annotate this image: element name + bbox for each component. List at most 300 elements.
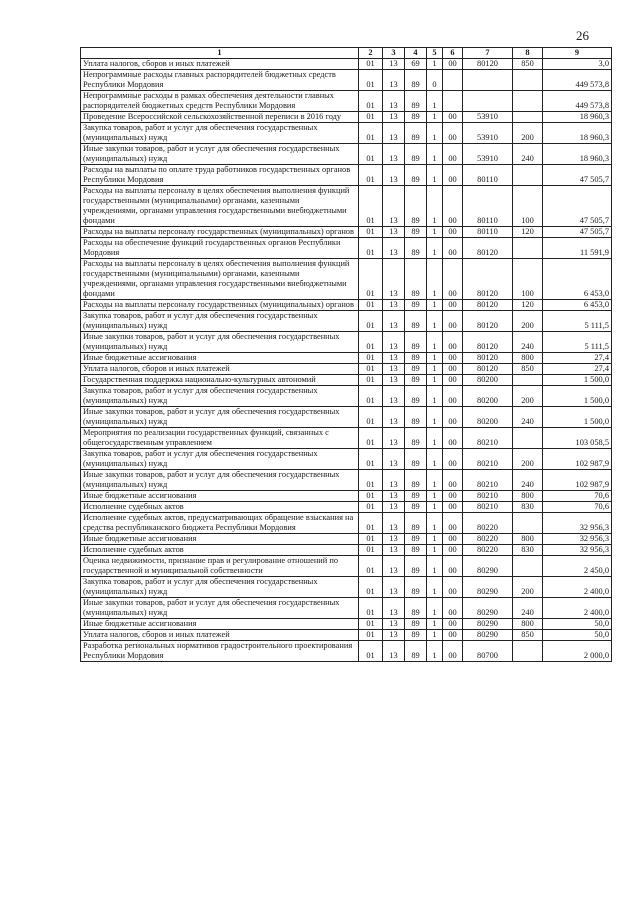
subprogram-code-cell: 1 [427, 259, 443, 300]
program-code-cell: 89 [405, 227, 427, 238]
program-code-cell: 89 [405, 186, 427, 227]
amount-cell: 103 058,5 [543, 428, 612, 449]
section-code-cell: 01 [359, 332, 383, 353]
subprogram-code-cell: 1 [427, 112, 443, 123]
target-article-code-cell: 80120 [463, 238, 513, 259]
expense-type-code-cell: 240 [513, 407, 543, 428]
expense-type-code-cell [513, 428, 543, 449]
subsection-code-cell: 13 [383, 534, 405, 545]
header-cell: 9 [543, 48, 612, 59]
expense-name-cell: Расходы на выплаты персоналу в целях обеспечения выполнения функций государственными (муниципальными) органами, казенными учреждениями, органами управления государственными внебюджетными фондами [81, 259, 359, 300]
event-code-cell: 00 [443, 364, 463, 375]
subsection-code-cell: 13 [383, 491, 405, 502]
table-row [81, 641, 612, 662]
target-article-code-cell: 80220 [463, 545, 513, 556]
subsection-code-cell: 13 [383, 545, 405, 556]
program-code-cell: 89 [405, 545, 427, 556]
amount-cell: 5 111,5 [543, 332, 612, 353]
event-code-cell: 00 [443, 186, 463, 227]
section-code-cell: 01 [359, 577, 383, 598]
target-article-code-cell: 80290 [463, 619, 513, 630]
target-article-code-cell: 53910 [463, 144, 513, 165]
program-code-cell: 89 [405, 238, 427, 259]
amount-cell: 18 960,3 [543, 123, 612, 144]
expense-name-cell: Иные бюджетные ассигнования [81, 491, 359, 502]
expense-type-code-cell: 240 [513, 470, 543, 491]
expense-name-cell: Закупка товаров, работ и услуг для обеспечения государственных (муниципальных) нужд [81, 386, 359, 407]
subprogram-code-cell: 1 [427, 375, 443, 386]
table-row [81, 619, 612, 630]
program-code-cell: 89 [405, 70, 427, 91]
amount-cell: 27,4 [543, 364, 612, 375]
target-article-code-cell: 80220 [463, 534, 513, 545]
expense-type-code-cell: 800 [513, 534, 543, 545]
program-code-cell: 89 [405, 144, 427, 165]
section-code-cell: 01 [359, 165, 383, 186]
event-code-cell: 00 [443, 545, 463, 556]
expense-type-code-cell: 240 [513, 144, 543, 165]
section-code-cell: 01 [359, 353, 383, 364]
expense-type-code-cell: 850 [513, 364, 543, 375]
target-article-code-cell: 80290 [463, 556, 513, 577]
subsection-code-cell: 13 [383, 91, 405, 112]
expense-type-code-cell: 800 [513, 491, 543, 502]
target-article-code-cell: 80200 [463, 386, 513, 407]
section-code-cell: 01 [359, 112, 383, 123]
expense-type-code-cell [513, 112, 543, 123]
section-code-cell: 01 [359, 186, 383, 227]
event-code-cell: 00 [443, 332, 463, 353]
subsection-code-cell: 13 [383, 502, 405, 513]
header-cell: 6 [443, 48, 463, 59]
target-article-code-cell: 80290 [463, 577, 513, 598]
program-code-cell: 89 [405, 428, 427, 449]
subprogram-code-cell: 1 [427, 300, 443, 311]
amount-cell: 6 453,0 [543, 300, 612, 311]
amount-cell: 1 500,0 [543, 375, 612, 386]
expense-type-code-cell [513, 375, 543, 386]
program-code-cell: 89 [405, 449, 427, 470]
target-article-code-cell: 80200 [463, 375, 513, 386]
expense-type-code-cell: 200 [513, 311, 543, 332]
subsection-code-cell: 13 [383, 577, 405, 598]
expense-name-cell: Иные закупки товаров, работ и услуг для обеспечения государственных (муниципальных) нужд [81, 407, 359, 428]
header-cell: 3 [383, 48, 405, 59]
table-row [81, 364, 612, 375]
event-code-cell: 00 [443, 311, 463, 332]
subsection-code-cell: 13 [383, 144, 405, 165]
amount-cell: 47 505,7 [543, 227, 612, 238]
section-code-cell: 01 [359, 598, 383, 619]
event-code-cell: 00 [443, 386, 463, 407]
event-code-cell: 00 [443, 513, 463, 534]
expense-type-code-cell: 200 [513, 123, 543, 144]
target-article-code-cell: 80290 [463, 598, 513, 619]
target-article-code-cell: 80120 [463, 332, 513, 353]
program-code-cell: 89 [405, 375, 427, 386]
header-cell: 8 [513, 48, 543, 59]
amount-cell: 18 960,3 [543, 144, 612, 165]
subsection-code-cell: 13 [383, 259, 405, 300]
expense-type-code-cell: 200 [513, 449, 543, 470]
expense-type-code-cell [513, 70, 543, 91]
table-row [81, 556, 612, 577]
program-code-cell: 69 [405, 59, 427, 70]
subsection-code-cell: 13 [383, 407, 405, 428]
expense-name-cell: Иные закупки товаров, работ и услуг для обеспечения государственных (муниципальных) нужд [81, 598, 359, 619]
table-row [81, 300, 612, 311]
subprogram-code-cell: 1 [427, 545, 443, 556]
amount-cell: 102 987,9 [543, 470, 612, 491]
expense-name-cell: Иные бюджетные ассигнования [81, 619, 359, 630]
section-code-cell: 01 [359, 123, 383, 144]
subprogram-code-cell: 1 [427, 407, 443, 428]
subprogram-code-cell: 1 [427, 332, 443, 353]
event-code-cell: 00 [443, 598, 463, 619]
target-article-code-cell: 53910 [463, 123, 513, 144]
program-code-cell: 89 [405, 332, 427, 353]
target-article-code-cell: 80210 [463, 449, 513, 470]
subprogram-code-cell: 0 [427, 70, 443, 91]
event-code-cell [443, 70, 463, 91]
table-row [81, 577, 612, 598]
expense-name-cell: Закупка товаров, работ и услуг для обеспечения государственных (муниципальных) нужд [81, 449, 359, 470]
event-code-cell [443, 91, 463, 112]
expense-type-code-cell: 850 [513, 630, 543, 641]
subsection-code-cell: 13 [383, 556, 405, 577]
target-article-code-cell: 80210 [463, 470, 513, 491]
subprogram-code-cell: 1 [427, 491, 443, 502]
amount-cell: 32 956,3 [543, 534, 612, 545]
target-article-code-cell: 80120 [463, 311, 513, 332]
table-row [81, 386, 612, 407]
section-code-cell: 01 [359, 375, 383, 386]
subsection-code-cell: 13 [383, 300, 405, 311]
subsection-code-cell: 13 [383, 386, 405, 407]
header-cell: 4 [405, 48, 427, 59]
table-row [81, 545, 612, 556]
event-code-cell: 00 [443, 59, 463, 70]
expense-type-code-cell: 120 [513, 227, 543, 238]
subprogram-code-cell: 1 [427, 428, 443, 449]
target-article-code-cell: 80110 [463, 227, 513, 238]
table-row [81, 227, 612, 238]
amount-cell: 47 505,7 [543, 186, 612, 227]
subprogram-code-cell: 1 [427, 227, 443, 238]
subprogram-code-cell: 1 [427, 353, 443, 364]
program-code-cell: 89 [405, 123, 427, 144]
subsection-code-cell: 13 [383, 227, 405, 238]
event-code-cell: 00 [443, 577, 463, 598]
subsection-code-cell: 13 [383, 353, 405, 364]
event-code-cell: 00 [443, 165, 463, 186]
expense-name-cell: Проведение Всероссийской сельскохозяйственной переписи в 2016 году [81, 112, 359, 123]
event-code-cell: 00 [443, 556, 463, 577]
section-code-cell: 01 [359, 91, 383, 112]
event-code-cell: 00 [443, 449, 463, 470]
program-code-cell: 89 [405, 311, 427, 332]
program-code-cell: 89 [405, 407, 427, 428]
section-code-cell: 01 [359, 144, 383, 165]
header-cell: 1 [81, 48, 359, 59]
section-code-cell: 01 [359, 428, 383, 449]
amount-cell: 70,6 [543, 502, 612, 513]
expense-name-cell: Закупка товаров, работ и услуг для обеспечения государственных (муниципальных) нужд [81, 123, 359, 144]
program-code-cell: 89 [405, 491, 427, 502]
subprogram-code-cell: 1 [427, 619, 443, 630]
program-code-cell: 89 [405, 91, 427, 112]
section-code-cell: 01 [359, 364, 383, 375]
target-article-code-cell: 80290 [463, 630, 513, 641]
event-code-cell: 00 [443, 491, 463, 502]
target-article-code-cell: 80210 [463, 428, 513, 449]
table-row [81, 165, 612, 186]
event-code-cell: 00 [443, 112, 463, 123]
subsection-code-cell: 13 [383, 428, 405, 449]
expense-type-code-cell: 800 [513, 353, 543, 364]
expense-type-code-cell [513, 91, 543, 112]
section-code-cell: 01 [359, 300, 383, 311]
expense-name-cell: Оценка недвижимости, признание прав и регулирование отношений по государственной и муниципальной собственности [81, 556, 359, 577]
program-code-cell: 89 [405, 534, 427, 545]
subsection-code-cell: 13 [383, 513, 405, 534]
subprogram-code-cell: 1 [427, 123, 443, 144]
section-code-cell: 01 [359, 311, 383, 332]
amount-cell: 102 987,9 [543, 449, 612, 470]
amount-cell: 2 400,0 [543, 598, 612, 619]
subprogram-code-cell: 1 [427, 502, 443, 513]
program-code-cell: 89 [405, 598, 427, 619]
expense-name-cell: Расходы на обеспечение функций государственных органов Республики Мордовия [81, 238, 359, 259]
program-code-cell: 89 [405, 353, 427, 364]
subsection-code-cell: 13 [383, 123, 405, 144]
expense-name-cell: Расходы на выплаты персоналу государственных (муниципальных) органов [81, 300, 359, 311]
target-article-code-cell: 53910 [463, 112, 513, 123]
page-number: 26 [576, 28, 589, 43]
section-code-cell: 01 [359, 59, 383, 70]
section-code-cell: 01 [359, 502, 383, 513]
amount-cell: 32 956,3 [543, 513, 612, 534]
amount-cell: 3,0 [543, 59, 612, 70]
expense-name-cell: Уплата налогов, сборов и иных платежей [81, 364, 359, 375]
amount-cell: 50,0 [543, 630, 612, 641]
table-row [81, 428, 612, 449]
target-article-code-cell: 80120 [463, 364, 513, 375]
target-article-code-cell [463, 70, 513, 91]
expense-name-cell: Государственная поддержка национально-культурных автономий [81, 375, 359, 386]
amount-cell: 70,6 [543, 491, 612, 502]
subprogram-code-cell: 1 [427, 641, 443, 662]
section-code-cell: 01 [359, 386, 383, 407]
expense-name-cell: Уплата налогов, сборов и иных платежей [81, 59, 359, 70]
event-code-cell: 00 [443, 375, 463, 386]
expense-type-code-cell: 800 [513, 619, 543, 630]
expense-name-cell: Исполнение судебных актов [81, 502, 359, 513]
event-code-cell: 00 [443, 227, 463, 238]
expense-name-cell: Иные закупки товаров, работ и услуг для обеспечения государственных (муниципальных) нужд [81, 470, 359, 491]
table-body [81, 59, 612, 662]
expense-name-cell: Иные закупки товаров, работ и услуг для обеспечения государственных (муниципальных) нужд [81, 144, 359, 165]
target-article-code-cell [463, 91, 513, 112]
program-code-cell: 89 [405, 470, 427, 491]
subprogram-code-cell: 1 [427, 598, 443, 619]
subsection-code-cell: 13 [383, 630, 405, 641]
subprogram-code-cell: 1 [427, 449, 443, 470]
expense-name-cell: Закупка товаров, работ и услуг для обеспечения государственных (муниципальных) нужд [81, 577, 359, 598]
table-row [81, 598, 612, 619]
header-cell: 2 [359, 48, 383, 59]
program-code-cell: 89 [405, 513, 427, 534]
section-code-cell: 01 [359, 470, 383, 491]
program-code-cell: 89 [405, 502, 427, 513]
section-code-cell: 01 [359, 619, 383, 630]
expense-type-code-cell: 830 [513, 502, 543, 513]
table-row [81, 144, 612, 165]
subprogram-code-cell: 1 [427, 556, 443, 577]
table-row [81, 112, 612, 123]
event-code-cell: 00 [443, 144, 463, 165]
subprogram-code-cell: 1 [427, 630, 443, 641]
section-code-cell: 01 [359, 641, 383, 662]
subsection-code-cell: 13 [383, 364, 405, 375]
table-row [81, 534, 612, 545]
expense-name-cell: Иные бюджетные ассигнования [81, 353, 359, 364]
table-row [81, 238, 612, 259]
section-code-cell: 01 [359, 630, 383, 641]
amount-cell: 1 500,0 [543, 386, 612, 407]
subsection-code-cell: 13 [383, 619, 405, 630]
target-article-code-cell: 80120 [463, 353, 513, 364]
subsection-code-cell: 13 [383, 449, 405, 470]
section-code-cell: 01 [359, 227, 383, 238]
expense-name-cell: Уплата налогов, сборов и иных платежей [81, 630, 359, 641]
subprogram-code-cell: 1 [427, 534, 443, 545]
amount-cell: 2 000,0 [543, 641, 612, 662]
subsection-code-cell: 13 [383, 186, 405, 227]
subprogram-code-cell: 1 [427, 470, 443, 491]
expense-name-cell: Расходы на выплаты по оплате труда работников государственных органов Республики Мордовия [81, 165, 359, 186]
expense-type-code-cell: 120 [513, 300, 543, 311]
target-article-code-cell: 80200 [463, 407, 513, 428]
section-code-cell: 01 [359, 545, 383, 556]
program-code-cell: 89 [405, 619, 427, 630]
subsection-code-cell: 13 [383, 375, 405, 386]
expense-name-cell: Иные закупки товаров, работ и услуг для обеспечения государственных (муниципальных) нужд [81, 332, 359, 353]
subprogram-code-cell: 1 [427, 513, 443, 534]
table-row [81, 449, 612, 470]
program-code-cell: 89 [405, 112, 427, 123]
subprogram-code-cell: 1 [427, 577, 443, 598]
expense-type-code-cell [513, 556, 543, 577]
section-code-cell: 01 [359, 70, 383, 91]
subsection-code-cell: 13 [383, 112, 405, 123]
table-row [81, 259, 612, 300]
subprogram-code-cell: 1 [427, 165, 443, 186]
program-code-cell: 89 [405, 259, 427, 300]
expense-type-code-cell: 240 [513, 598, 543, 619]
amount-cell: 6 453,0 [543, 259, 612, 300]
expense-type-code-cell: 200 [513, 386, 543, 407]
subprogram-code-cell: 1 [427, 186, 443, 227]
program-code-cell: 89 [405, 364, 427, 375]
subsection-code-cell: 13 [383, 332, 405, 353]
expense-name-cell: Мероприятия по реализации государственных функций, связанных с общегосударственным управлением [81, 428, 359, 449]
program-code-cell: 89 [405, 641, 427, 662]
section-code-cell: 01 [359, 556, 383, 577]
header-cell: 7 [463, 48, 513, 59]
budget-table [80, 47, 612, 662]
subsection-code-cell: 13 [383, 598, 405, 619]
amount-cell: 50,0 [543, 619, 612, 630]
expense-name-cell: Закупка товаров, работ и услуг для обеспечения государственных (муниципальных) нужд [81, 311, 359, 332]
program-code-cell: 89 [405, 556, 427, 577]
table-row [81, 630, 612, 641]
table-row [81, 123, 612, 144]
expense-type-code-cell: 240 [513, 332, 543, 353]
event-code-cell: 00 [443, 428, 463, 449]
target-article-code-cell: 80700 [463, 641, 513, 662]
target-article-code-cell: 80110 [463, 186, 513, 227]
subprogram-code-cell: 1 [427, 59, 443, 70]
subsection-code-cell: 13 [383, 70, 405, 91]
expense-type-code-cell [513, 641, 543, 662]
table-row [81, 91, 612, 112]
expense-name-cell: Разработка региональных нормативов градостроительного проектирования Республики Мордовия [81, 641, 359, 662]
expense-name-cell: Непрограммные расходы в рамках обеспечения деятельности главных распорядителей бюджетных средств Республики Мордовия [81, 91, 359, 112]
section-code-cell: 01 [359, 407, 383, 428]
program-code-cell: 89 [405, 630, 427, 641]
table-row [81, 491, 612, 502]
expense-name-cell: Исполнение судебных актов, предусматривающих обращение взыскания на средства республиканского бюджета Республики Мордовия [81, 513, 359, 534]
expense-name-cell: Иные бюджетные ассигнования [81, 534, 359, 545]
expense-type-code-cell: 200 [513, 577, 543, 598]
event-code-cell: 00 [443, 470, 463, 491]
table-row [81, 332, 612, 353]
subsection-code-cell: 13 [383, 238, 405, 259]
section-code-cell: 01 [359, 491, 383, 502]
event-code-cell: 00 [443, 641, 463, 662]
expense-name-cell: Расходы на выплаты персоналу государственных (муниципальных) органов [81, 227, 359, 238]
expense-type-code-cell: 850 [513, 59, 543, 70]
amount-cell: 32 956,3 [543, 545, 612, 556]
amount-cell: 47 505,7 [543, 165, 612, 186]
event-code-cell: 00 [443, 534, 463, 545]
program-code-cell: 89 [405, 386, 427, 407]
expense-type-code-cell [513, 165, 543, 186]
subprogram-code-cell: 1 [427, 311, 443, 332]
event-code-cell: 00 [443, 619, 463, 630]
program-code-cell: 89 [405, 300, 427, 311]
amount-cell: 5 111,5 [543, 311, 612, 332]
event-code-cell: 00 [443, 238, 463, 259]
table-row [81, 513, 612, 534]
event-code-cell: 00 [443, 123, 463, 144]
amount-cell: 18 960,3 [543, 112, 612, 123]
event-code-cell: 00 [443, 353, 463, 364]
section-code-cell: 01 [359, 513, 383, 534]
section-code-cell: 01 [359, 449, 383, 470]
expense-type-code-cell: 830 [513, 545, 543, 556]
expense-name-cell: Исполнение судебных актов [81, 545, 359, 556]
subsection-code-cell: 13 [383, 311, 405, 332]
amount-cell: 1 500,0 [543, 407, 612, 428]
expense-name-cell: Непрограммные расходы главных распорядителей бюджетных средств Республики Мордовия [81, 70, 359, 91]
table-row [81, 353, 612, 364]
expense-type-code-cell: 100 [513, 259, 543, 300]
subprogram-code-cell: 1 [427, 238, 443, 259]
subprogram-code-cell: 1 [427, 386, 443, 407]
header-cell: 5 [427, 48, 443, 59]
